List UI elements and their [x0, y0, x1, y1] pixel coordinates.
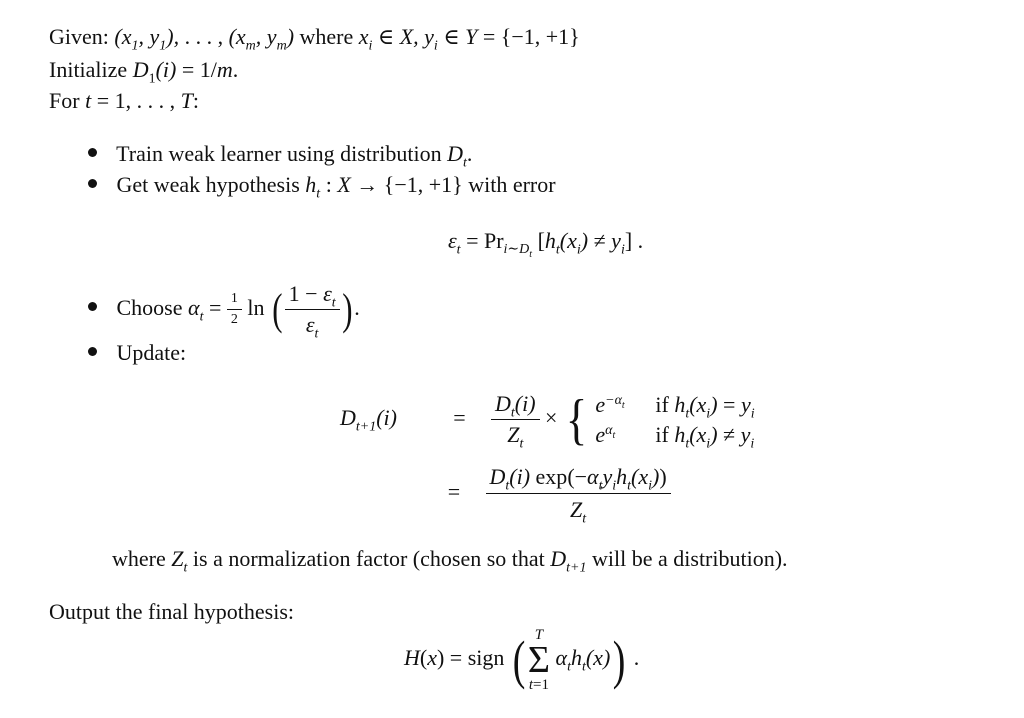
for-word: For	[49, 88, 80, 113]
update-equation-2: = $\frac{D_t(i) \exp(-\alpha_ty_ih_t(x_i))}{Z_t}$	[428, 462, 671, 523]
domain-math: $x_i$ ∈ X, $y_i$ ∈ Y = {−1, +1}	[358, 24, 580, 54]
given-line	[49, 24, 580, 54]
final-equation: H(x) = sign ( T Σ t=1 $\alpha_th_t(x)$) .	[404, 627, 640, 693]
normalization-note: where $Z_t$ is a normalization factor (chosen so that $D_{t+1}$ will be a distribution).	[112, 546, 788, 576]
where-word: where	[299, 24, 354, 49]
step-train	[88, 141, 473, 171]
train-math: $D_t$.	[447, 141, 473, 171]
update-cases: $e^{-\alpha_t}$ if $h_t(x_i) = y_i$ $e^{\alpha_t}$ if $h_t(x_i) \ne y_i$	[595, 391, 755, 452]
bullet-dot	[88, 179, 97, 188]
sum-symbol: T Σ t=1	[527, 627, 551, 693]
loop-math: t = 1, . . . , T:	[85, 88, 199, 113]
initialize-math: $D_1(i) = 1/m$.	[132, 57, 239, 87]
initialize-line	[49, 57, 239, 87]
get-text: Get weak hypothesis	[116, 172, 300, 197]
error-equation: $\varepsilon_t = Pr_{i\sim D_t}$ $[h_t(x_i) \ne y_i]$ .	[448, 228, 644, 261]
step-update	[88, 340, 186, 366]
output-label: Output the final hypothesis:	[49, 599, 295, 624]
hypothesis-math: $h_t$ : X → {−1, +1}	[305, 172, 463, 202]
initialize-word: Initialize	[49, 57, 128, 82]
choose-text: Choose	[116, 295, 183, 320]
step-hypothesis	[88, 172, 556, 202]
loop-line	[49, 88, 199, 114]
with-error-text: with error	[468, 172, 556, 197]
update-text: Update:	[116, 340, 187, 365]
bullet-dot	[88, 302, 97, 311]
given-word: Given:	[49, 24, 109, 49]
bullet-dot	[88, 347, 97, 356]
bullet-dot	[88, 148, 97, 157]
step-choose-alpha: Choose $\alpha_t$ = $\frac{1}{2}$ ln ( $\frac{1 - \varepsilon_t}{\varepsilon_t}$ ).	[88, 278, 360, 340]
update-equation-1: $D_{t+1}(i)$ = $\frac{D_t(i)}{Z_t}$ × { $e^{-\alpha_t}$ if $h_t(x_i) = y_i$ $e^{\alpha_t}$ if $h_t(x_i) \ne y_i$	[340, 388, 755, 452]
train-text: Train weak learner using distribution	[116, 141, 442, 166]
given-math: ($x_1$, $y_1$), . . . , ($x_m$, $y_m$)	[114, 24, 295, 54]
